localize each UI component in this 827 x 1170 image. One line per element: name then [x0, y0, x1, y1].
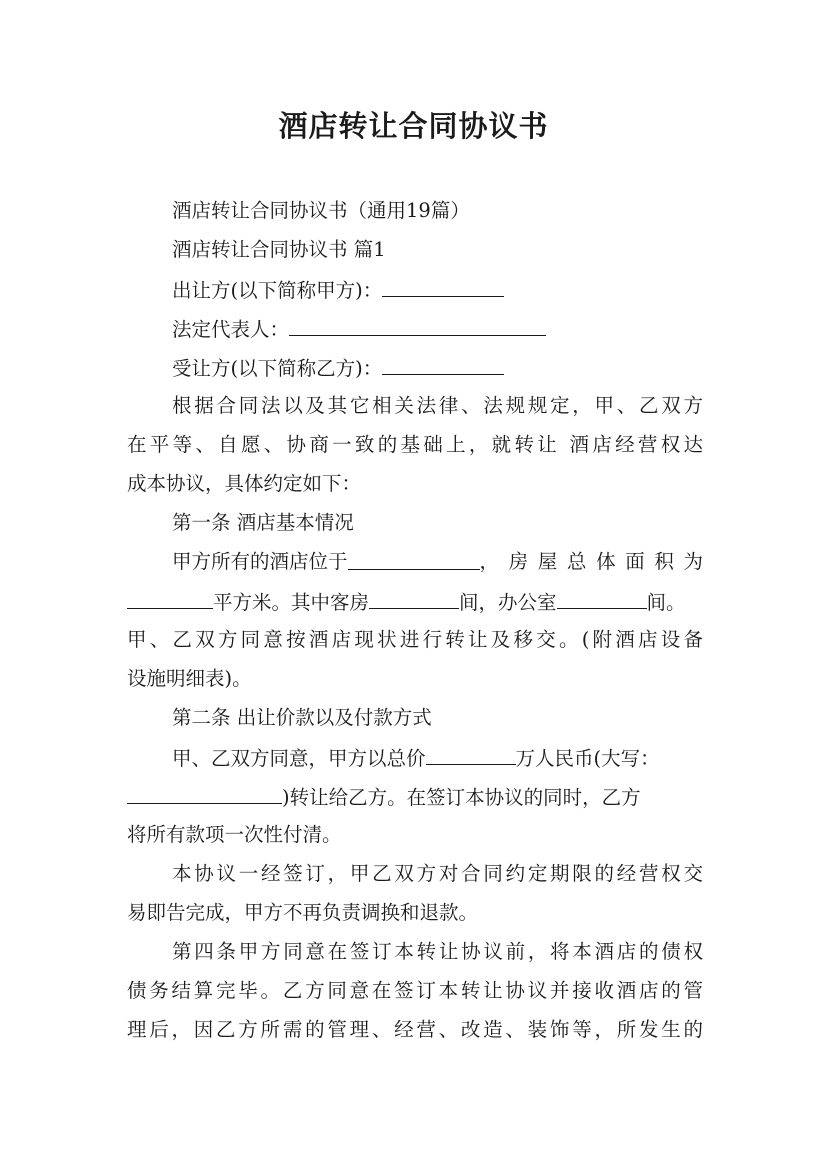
- price-words-blank: [127, 785, 282, 804]
- party-b-label: 受让方(以下简称乙方)：: [172, 357, 383, 380]
- article-heading: 第二条 出让价款以及付款方式: [172, 706, 432, 729]
- legal-rep-label: 法定代表人：: [172, 318, 290, 341]
- subtitle: 酒店转让合同协议书（通用19篇）: [172, 199, 470, 222]
- text-span: 间。: [646, 591, 686, 614]
- paragraph-line: 甲、乙双方同意按酒店现状进行转让及移交。(附酒店设备: [127, 628, 703, 651]
- price-blank: [426, 746, 516, 765]
- text-span: 间，办公室: [459, 591, 557, 614]
- section-heading: 酒店转让合同协议书 篇1: [172, 238, 386, 261]
- text-span: ，房屋总体面积为: [479, 550, 703, 573]
- text-span: 平方米。其中客房: [213, 591, 370, 614]
- paragraph-line: 易即告完成，甲方不再负责调换和退款。: [127, 901, 479, 924]
- paragraph-line: 根据合同法以及其它相关法律、法规规定，甲、乙双方: [172, 394, 703, 417]
- paragraph-line: 债务结算完毕。乙方同意在签订本转让协议并接收酒店的管: [127, 979, 703, 1002]
- paragraph-line: 成本协议，具体约定如下：: [127, 472, 362, 495]
- paragraph-line: 第四条甲方同意在签订本转让协议前，将本酒店的债权: [172, 940, 703, 963]
- paragraph-line: 将所有款项一次性付清。: [127, 823, 342, 846]
- paragraph-line: [172, 746, 752, 770]
- rooms-blank: [369, 590, 459, 609]
- office-blank: [557, 590, 647, 609]
- text-span: 甲方所有的酒店位于: [172, 550, 348, 573]
- party-a-label: 出让方(以下简称甲方)：: [172, 279, 383, 302]
- paragraph-line: 设施明细表)。: [127, 667, 252, 690]
- article-heading: 第一条 酒店基本情况: [172, 511, 354, 534]
- text-span: 甲、乙双方同意，甲方以总价: [172, 747, 426, 770]
- party-a-blank: [382, 278, 504, 297]
- paragraph-line: [127, 785, 707, 809]
- location-blank: [348, 551, 480, 570]
- paragraph-line: [127, 590, 707, 614]
- area-blank: [127, 590, 213, 609]
- paragraph-line: [172, 551, 703, 573]
- party-b-blank: [382, 356, 504, 375]
- legal-rep-line: [172, 317, 752, 341]
- party-a-line: [172, 278, 752, 302]
- text-span: 万人民币(大写：: [515, 747, 660, 770]
- paragraph-line: 在平等、自愿、协商一致的基础上，就转让 酒店经营权达: [127, 433, 703, 456]
- paragraph-line: 本协议一经签订，甲乙双方对合同约定期限的经营权交: [172, 862, 703, 885]
- paragraph-line: 理后，因乙方所需的管理、经营、改造、装饰等，所发生的: [127, 1018, 703, 1041]
- text-span: )转让给乙方。在签订本协议的同时，乙方: [282, 786, 641, 809]
- document-title: 酒店转让合同协议书: [278, 109, 549, 143]
- party-b-line: [172, 356, 752, 380]
- legal-rep-blank: [289, 317, 546, 336]
